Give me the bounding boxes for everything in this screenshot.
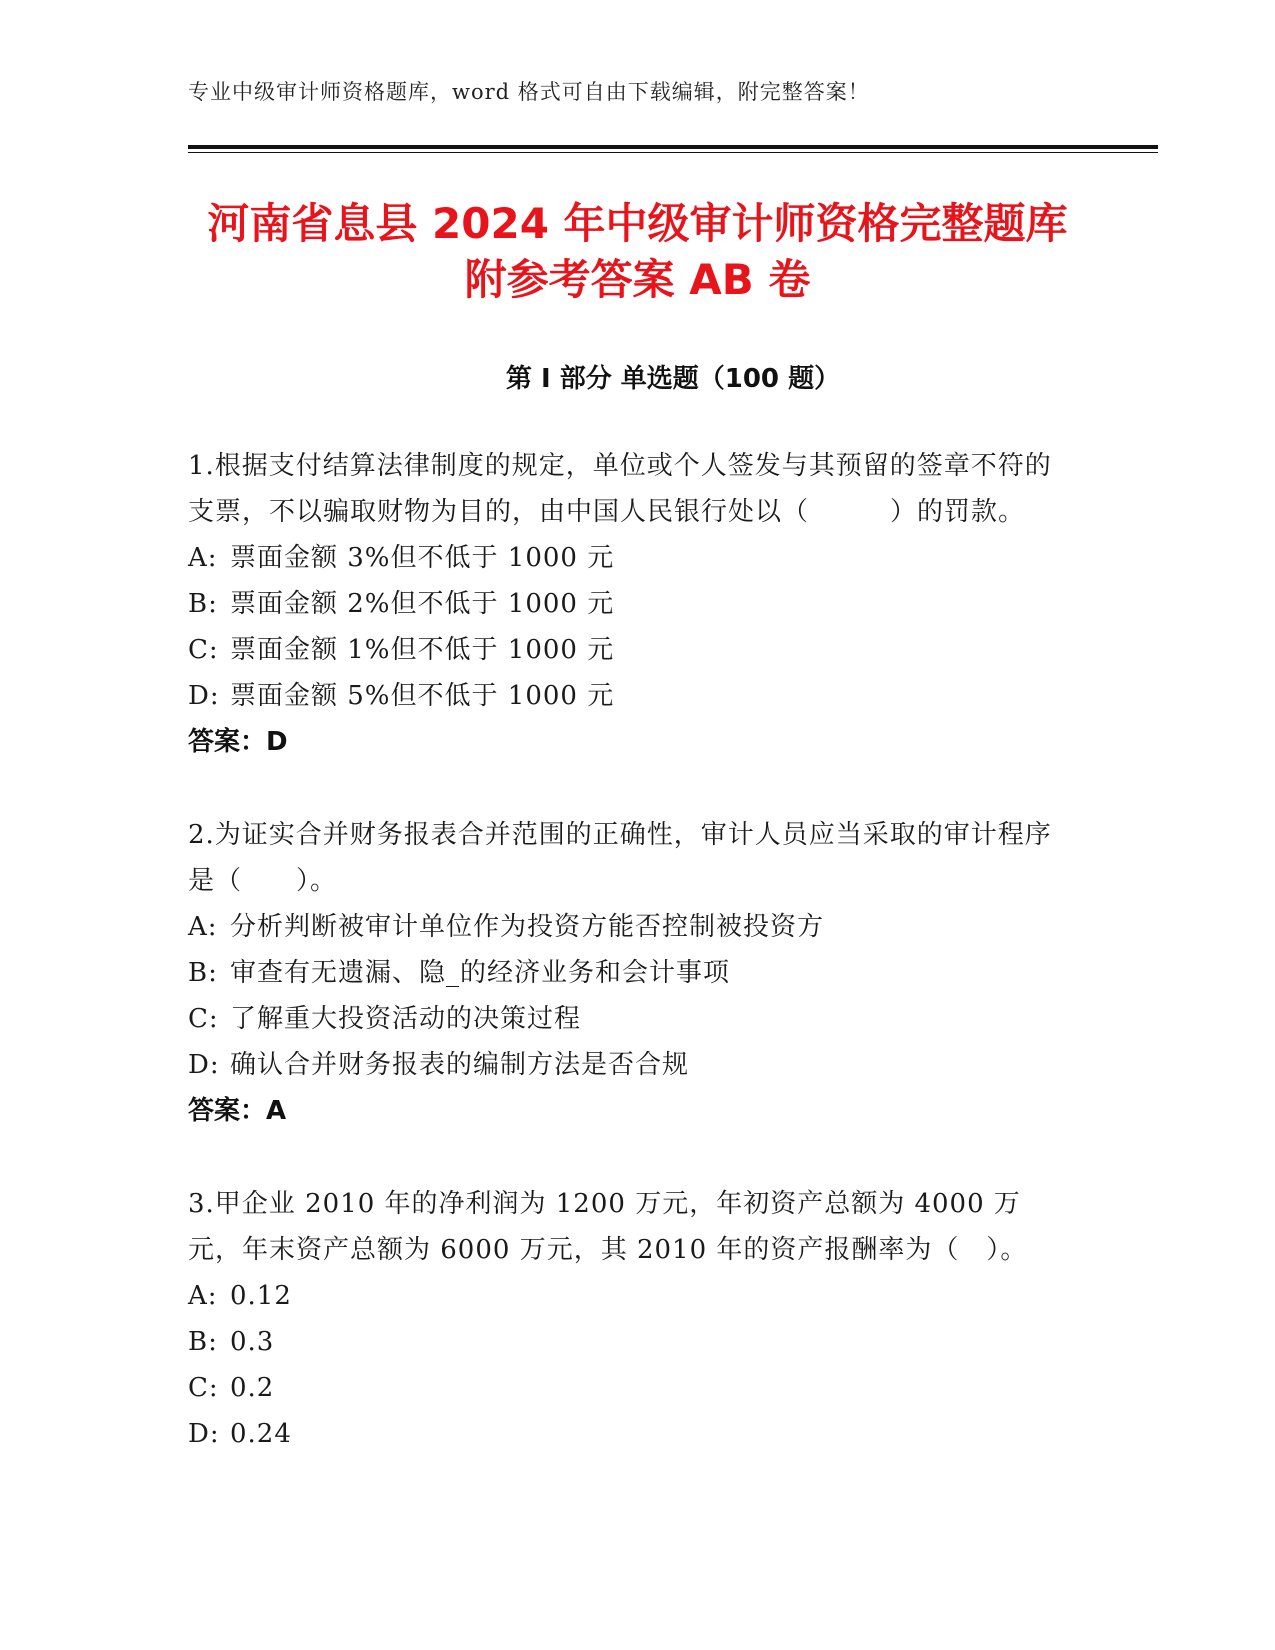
question-1 [188, 443, 1068, 765]
option-key: B: [188, 589, 218, 619]
option-key: C: [188, 1004, 219, 1034]
header-note: 专业中级审计师资格题库，word 格式可自由下载编辑，附完整答案！ [188, 80, 870, 104]
option-a [188, 1273, 1068, 1319]
option-text: 0.12 [230, 1281, 292, 1311]
question-stem: 2.为证实合并财务报表合并范围的正确性，审计人员应当采取的审计程序是（ ）。 [188, 820, 1052, 896]
option-text: 票面金额 5%但不低于 1000 元 [230, 681, 615, 711]
option-key: A: [188, 1281, 218, 1311]
answer-line: 答案：A [188, 1096, 287, 1126]
option-a [188, 535, 1068, 581]
header-rule-thick [188, 145, 1158, 149]
option-c [188, 1365, 1068, 1411]
document-title-line1: 河南省息县 2024 年中级审计师资格完整题库 [207, 199, 1068, 248]
option-key: C: [188, 635, 219, 665]
option-text: 了解重大投资活动的决策过程 [230, 1004, 582, 1034]
option-text: 0.2 [230, 1373, 275, 1403]
option-d [188, 1411, 1068, 1457]
option-key: B: [188, 958, 218, 988]
question-2 [188, 812, 1068, 1134]
option-key: A: [188, 912, 218, 942]
option-key: D: [188, 1050, 220, 1080]
question-stem: 3.甲企业 2010 年的净利润为 1200 万元，年初资产总额为 4000 万元，年末资产总额为 6000 万元，其 2010 年的资产报酬率为（ ）。 [188, 1189, 1028, 1265]
document-title [120, 196, 1155, 308]
option-key: C: [188, 1373, 219, 1403]
option-c [188, 996, 1068, 1042]
option-key: D: [188, 681, 220, 711]
option-b [188, 1319, 1068, 1365]
option-text: 票面金额 1%但不低于 1000 元 [230, 635, 615, 665]
document-title-line2: 附参考答案 AB 卷 [464, 255, 811, 304]
option-text: 票面金额 2%但不低于 1000 元 [230, 589, 615, 619]
option-key: D: [188, 1419, 220, 1449]
option-text: 分析判断被审计单位作为投资方能否控制被投资方 [230, 912, 825, 942]
answer-line: 答案：D [188, 727, 288, 757]
option-b [188, 950, 1068, 996]
option-text: 确认合并财务报表的编制方法是否合规 [230, 1050, 690, 1080]
option-d [188, 1042, 1068, 1088]
option-text: 审查有无遗漏、隐_的经济业务和会计事项 [230, 958, 731, 988]
option-text: 0.3 [230, 1327, 275, 1357]
option-d [188, 673, 1068, 719]
option-text: 0.24 [230, 1419, 292, 1449]
option-b [188, 581, 1068, 627]
question-3 [188, 1181, 1068, 1457]
option-text: 票面金额 3%但不低于 1000 元 [230, 543, 615, 573]
option-key: A: [188, 543, 218, 573]
question-stem: 1.根据支付结算法律制度的规定，单位或个人签发与其预留的签章不符的支票，不以骗取财物为目的，由中国人民银行处以（ ）的罚款。 [188, 451, 1052, 527]
option-key: B: [188, 1327, 218, 1357]
option-c [188, 627, 1068, 673]
option-a [188, 904, 1068, 950]
question-list [188, 443, 1068, 1457]
header-rule-thin [188, 152, 1158, 153]
section-title: 第 I 部分 单选题（100 题） [505, 364, 841, 394]
